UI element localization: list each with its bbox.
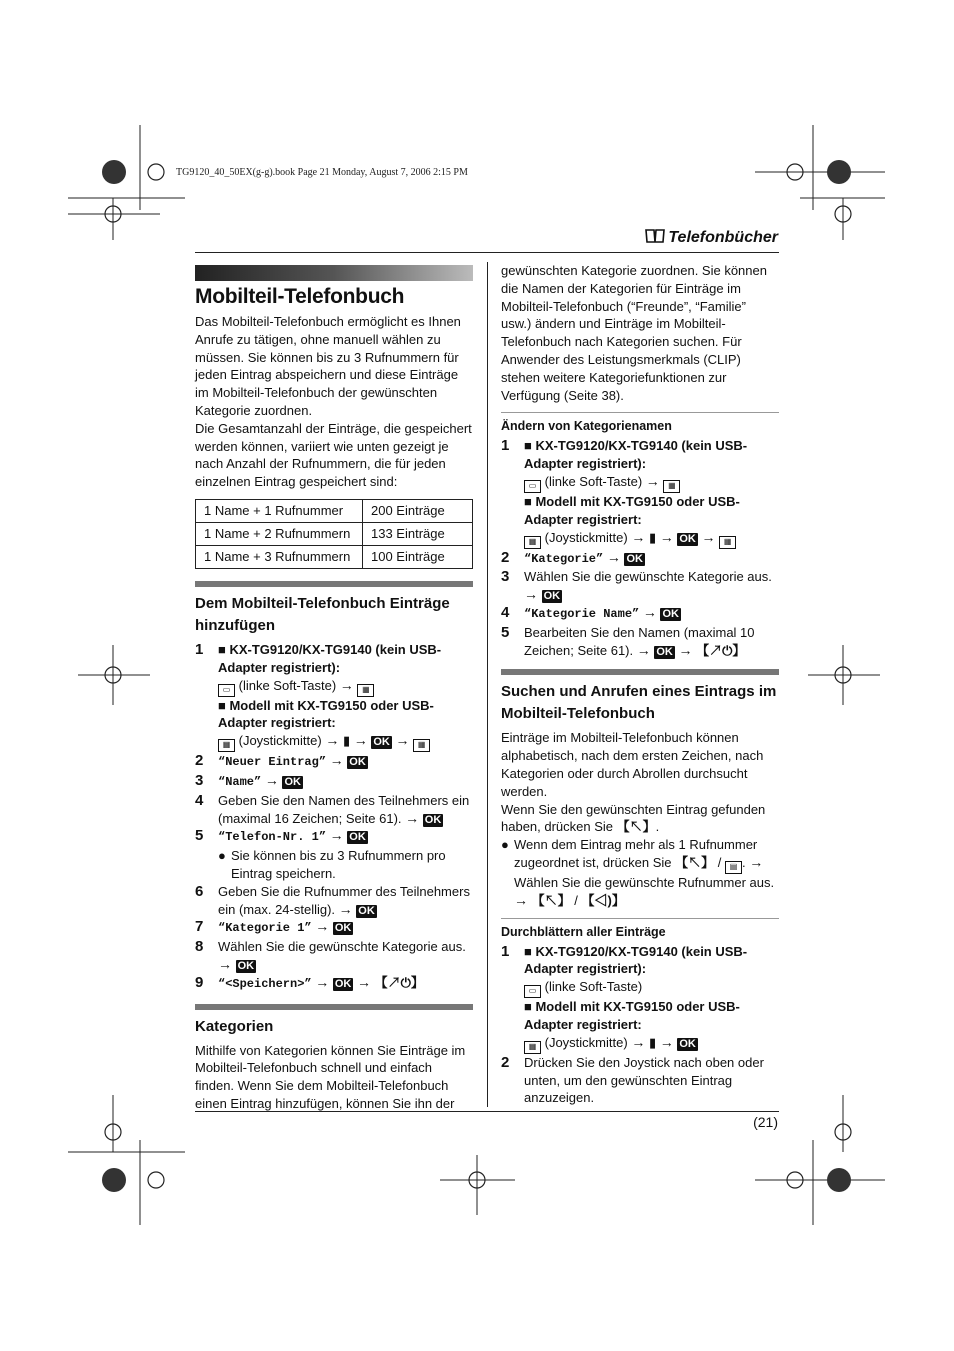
phonebook-softkey-icon: ▭ <box>524 985 541 998</box>
browse-step-1: 1 ■ KX-TG9120/KX-TG9140 (kein USB-Adapter registriert): ▭ (linke Soft-Taste) ■ Modell mit KX-TG9150 oder USB-Adapter registriert: ▦ (Joystickmitte) → ▮ → OK <box>501 943 779 1054</box>
rename-step-3: 3 Wählen Sie die gewünschte Kategorie aus. → OK <box>501 568 772 603</box>
browse-heading: Durchblättern aller Einträge <box>501 924 666 939</box>
phonebook-icon: ▮ <box>342 733 351 749</box>
details-icon: ▤ <box>725 861 742 874</box>
off-key-icon: 【↗⏻】 <box>696 642 746 658</box>
table-row: 1 Name + 2 Rufnummern 133 Einträge <box>196 522 473 545</box>
add-heading: Dem Mobilteil-Telefonbuch Einträge hinzufügen <box>195 594 450 634</box>
menu-icon: ▦ <box>218 739 235 752</box>
page-title: Mobilteil-Telefonbuch <box>195 285 405 308</box>
browse-step-2: 2 Drücken Sie den Joystick nach oben oder unten, um den gewünschten Eintrag anzuzeigen. <box>501 1053 764 1106</box>
print-header: TG9120_40_50EX(g-g).book Page 21 Monday, August 7, 2006 2:15 PM <box>176 167 468 178</box>
intro-paragraph-1: Das Mobilteil-Telefonbuch ermöglicht es Ihnen Anrufe zu tätigen, ohne manuell wählen zu müssen. Sie können bis zu 3 Rufnummern für jeden Eintrag abspeichern und diese Einträge im Mobilteil-Telefonbuch der gewünschten Kategorie zuordnen. <box>195 314 461 418</box>
rename-step-1: 1 ■ KX-TG9120/KX-TG9140 (kein USB-Adapter registriert): ▭ (linke Soft-Taste) → ▦ ■ Modell mit KX-TG9150 oder USB-Adapter registriert: ▦ (Joystickmitte) → ▮ → OK → ▦ <box>501 437 779 548</box>
step-7: 7 “Kategorie 1” → OK <box>195 918 352 936</box>
menu-icon: ▦ <box>524 536 541 549</box>
header-rule <box>195 252 779 253</box>
menu-icon: ▦ <box>719 536 736 549</box>
speaker-key-icon: 【◁)】 <box>581 892 625 908</box>
left-column <box>195 265 473 1113</box>
running-head-label: Telefonbücher <box>668 229 778 246</box>
right-column <box>501 262 779 1107</box>
menu-icon: ▦ <box>357 684 374 697</box>
step-1: 1 ■ KX-TG9120/KX-TG9140 (kein USB-Adapter registriert): ▭ (linke Soft-Taste) → ▦ ■ Modell mit KX-TG9150 oder USB-Adapter registriert: ▦ (Joystickmitte) → ▮ → OK → ▦ <box>195 641 473 752</box>
book-icon <box>645 228 665 249</box>
table-row: 1 Name + 3 Rufnummern 100 Einträge <box>196 545 473 568</box>
phonebook-softkey-icon: ▭ <box>524 480 541 493</box>
divider <box>501 918 779 919</box>
rename-step-5: 5 Bearbeiten Sie den Namen (maximal 10 Zeichen; Seite 61). → OK → 【↗⏻】 <box>501 623 755 658</box>
step-8: 8 Wählen Sie die gewünschte Kategorie aus. → OK <box>195 938 466 972</box>
step-3: 3 “Name” → OK <box>195 771 301 789</box>
step-9: 9 “<Speichern>” → OK → 【↗⏻】 <box>195 973 424 991</box>
talk-key-icon: 【↖】 <box>675 854 715 870</box>
intro-paragraph-2: Die Gesamtanzahl der Einträge, die gespeichert werden können, variiert wie unten gezeigt je nach Anzahl der Rufnummern, die für jeden einzelnen Eintrag gespeichert sind: <box>195 420 472 490</box>
talk-key-icon: 【↖】 <box>616 819 656 835</box>
rename-step-2: 2 “Kategorie” → OK <box>501 548 643 566</box>
categories-paragraph: Mithilfe von Kategorien können Sie Einträge im Mobilteil-Telefonbuch schnell und einfach finden. Wenn Sie dem Mobilteil-Telefonbuch einen Eintrag hinzufügen, können Sie ihn der <box>195 1042 466 1111</box>
step-4: 4 Geben Sie den Namen des Teilnehmers ein (maximal 16 Zeichen; Seite 61). → OK <box>195 791 470 826</box>
search-heading: Suchen und Anrufen eines Eintrags im Mobilteil-Telefonbuch <box>501 683 777 723</box>
page-number: (21) <box>753 1114 778 1130</box>
search-bullet: ● Wenn dem Eintrag mehr als 1 Rufnummer zugeordnet ist, drücken Sie 【↖】 / ▤ . → Wählen Sie die gewünschte Rufnummer aus. → 【↖】 / 【◁)】 <box>501 837 775 908</box>
phonebook-softkey-icon: ▭ <box>218 684 235 697</box>
menu-icon: ▦ <box>663 480 680 493</box>
menu-icon: ▦ <box>524 1041 541 1054</box>
rename-heading: Ändern von Kategorienamen <box>501 419 672 434</box>
search-paragraph-2: Wenn Sie den gewünschten Eintrag gefunden haben, drücken Sie 【↖】. <box>501 801 766 835</box>
step-5: 5 “Telefon-Nr. 1” → OK ● Sie können bis zu 3 Rufnummern pro Eintrag speichern. <box>195 827 446 881</box>
step-6: 6 Geben Sie die Rufnummer des Teilnehmers ein (max. 24-stellig). → OK <box>195 882 470 917</box>
section-bar <box>195 1004 473 1010</box>
step-2: 2 “Neuer Eintrag” → OK <box>195 752 366 770</box>
menu-icon: ▦ <box>413 739 430 752</box>
off-key-icon: 【↗⏻】 <box>374 974 424 990</box>
capacity-table <box>195 499 473 569</box>
divider <box>501 412 779 413</box>
running-head <box>645 228 778 249</box>
categories-paragraph-continued: gewünschten Kategorie zuordnen. Sie können die Namen der Kategorien für Einträge im Mobilteil-Telefonbuch (“Freunde”, “Familie” usw.) ändern und Einträge im Mobilteil-Telefonbuch nach Kategorien suchen. Für Anwender des Leistungsmerkmals (CLIP) stehen weitere Kategoriefunktionen zur Verfügung (Seite 38). <box>501 263 767 403</box>
talk-key-icon: 【↖】 <box>531 892 571 908</box>
phonebook-icon: ▮ <box>648 529 657 545</box>
phonebook-icon: ▮ <box>648 1034 657 1050</box>
section-bar <box>195 581 473 587</box>
search-paragraph-1: Einträge im Mobilteil-Telefonbuch können alphabetisch, nach dem ersten Zeichen, nach Kategorien oder durch Abrollen durchsucht werden. <box>501 730 764 799</box>
categories-heading: Kategorien <box>195 1017 274 1035</box>
section-bar <box>501 669 779 675</box>
column-divider <box>487 262 488 1107</box>
table-row: 1 Name + 1 Rufnummer 200 Einträge <box>196 499 473 522</box>
rename-step-4: 4 “Kategorie Name” → OK <box>501 603 679 621</box>
title-bar <box>195 265 473 281</box>
